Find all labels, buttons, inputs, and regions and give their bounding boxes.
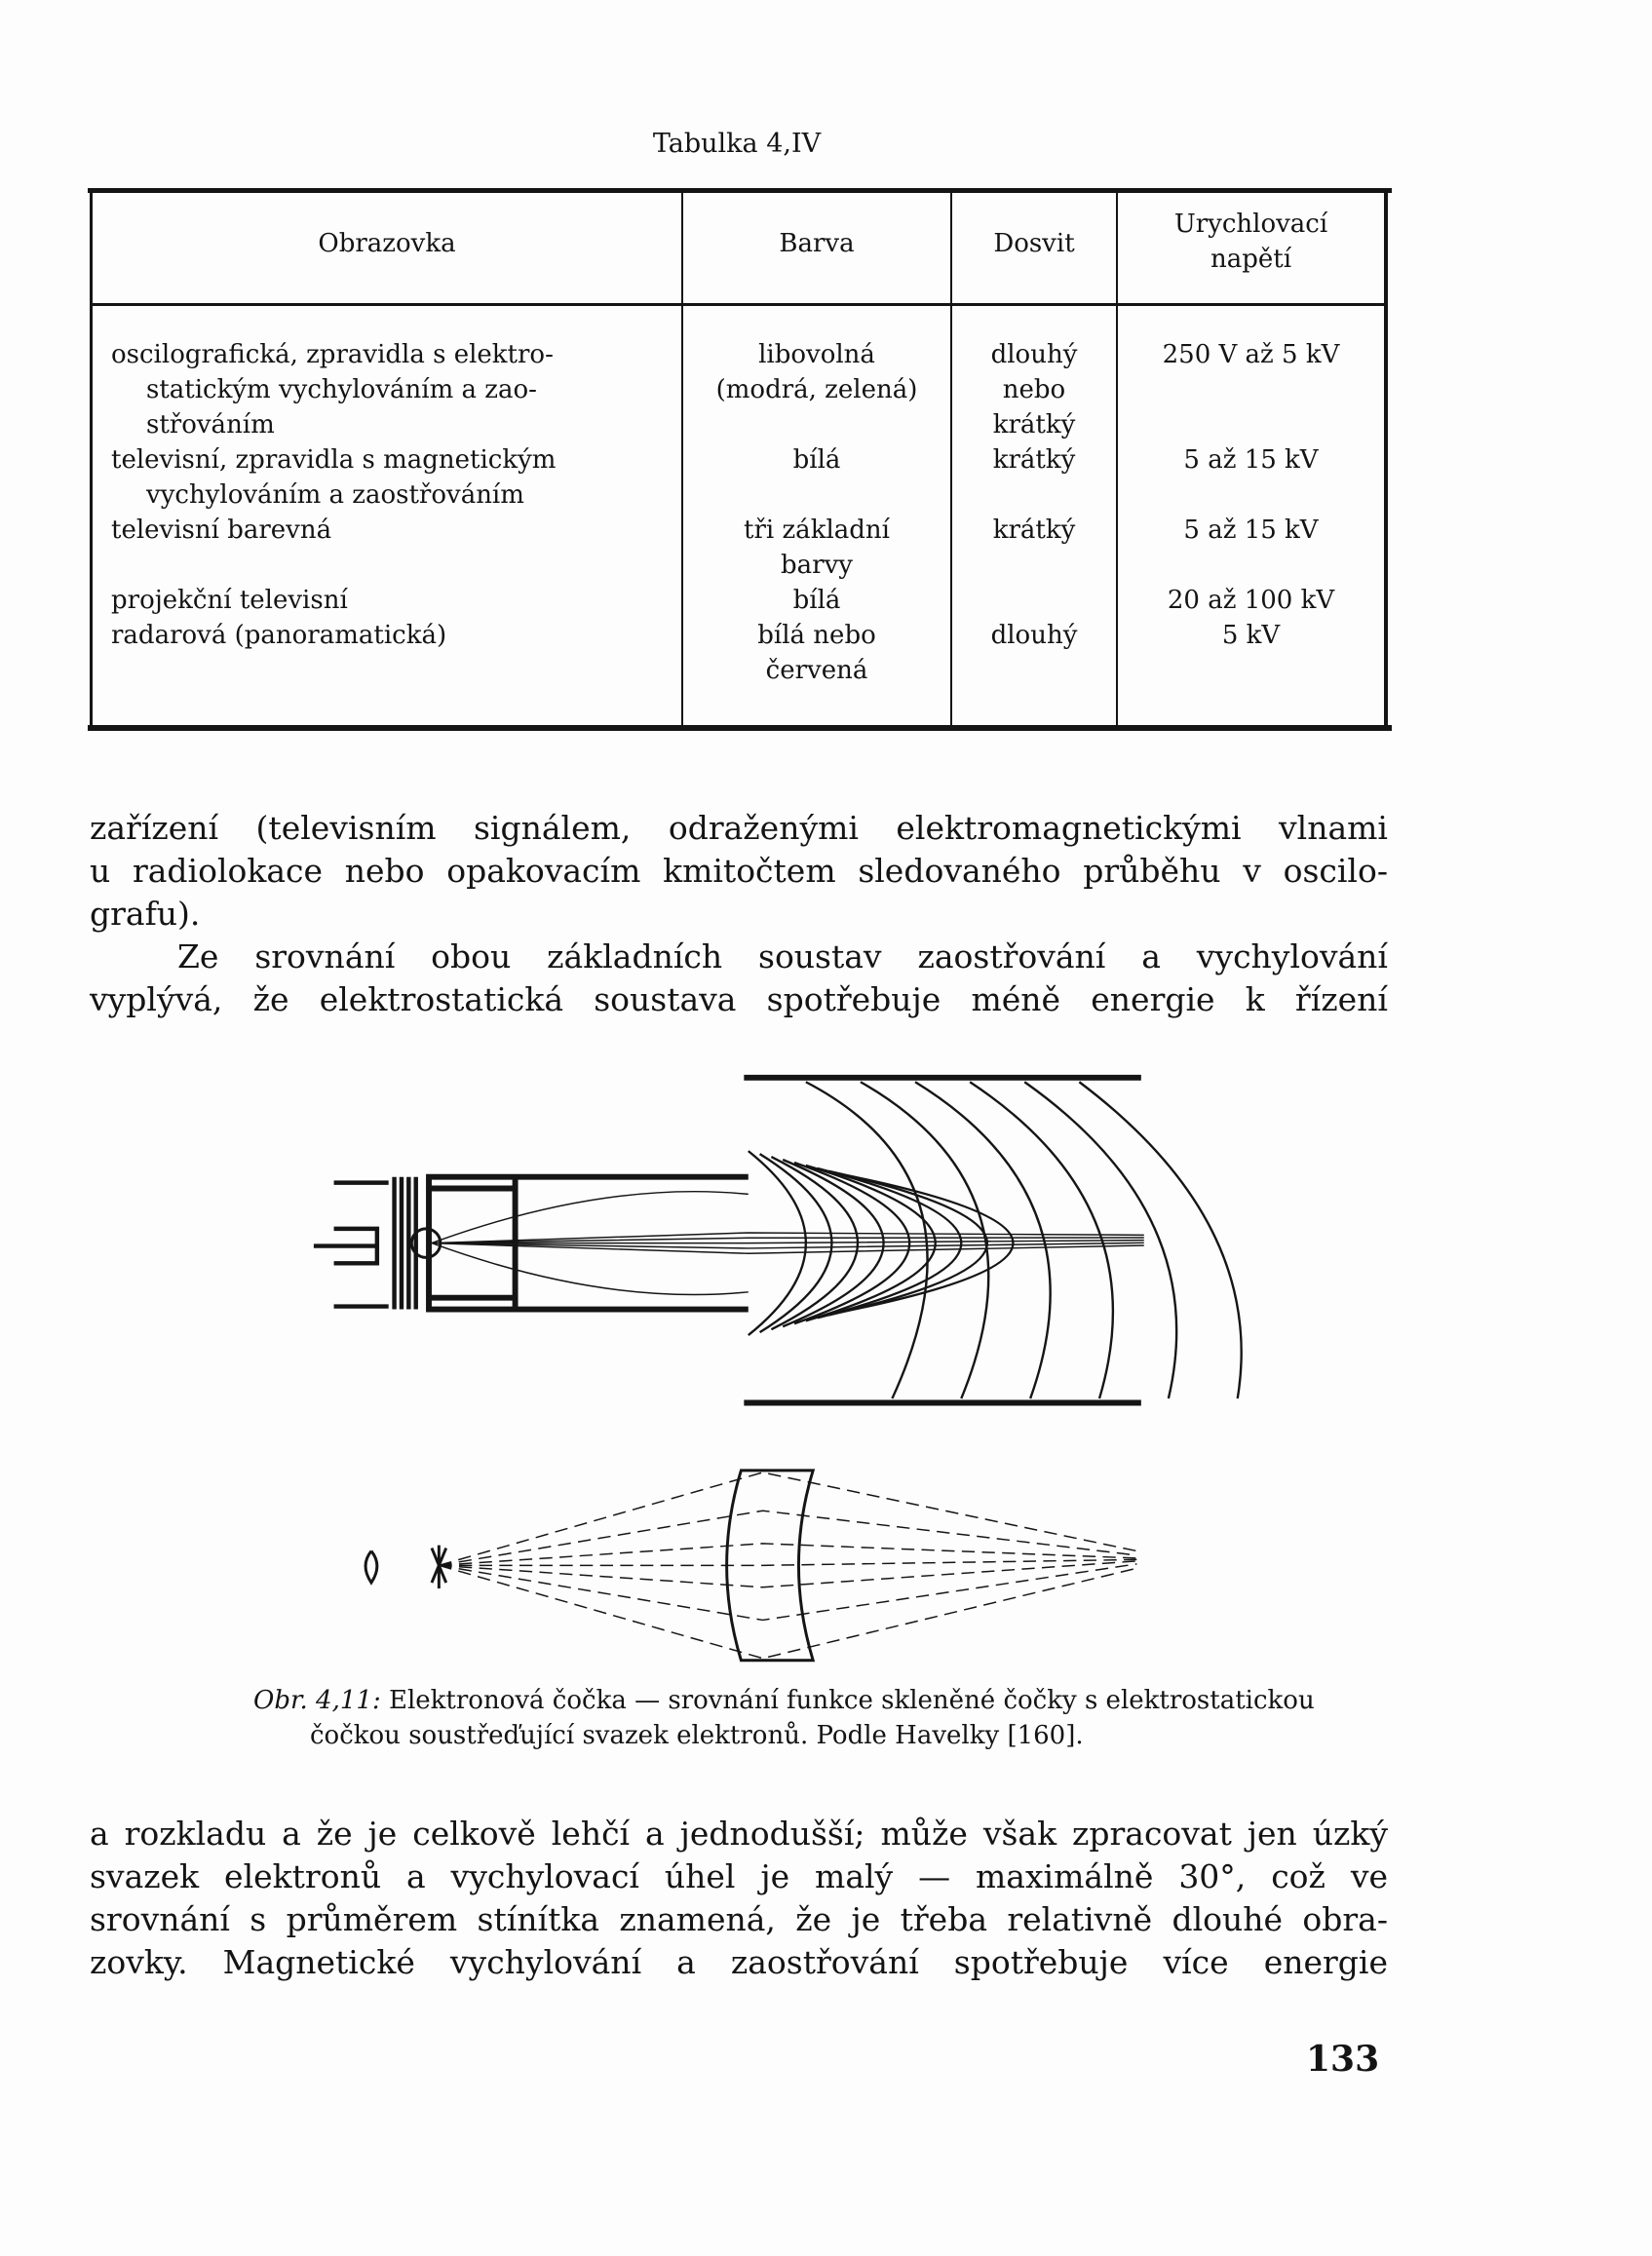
- paragraph-line: vyplývá, že elektrostatická soustava spotřebuje méně energie k řízení: [90, 980, 1388, 1018]
- page-number: 133: [1306, 2039, 1380, 2080]
- cell-text: projekční televisní: [111, 586, 348, 615]
- cell-text: radarová (panoramatická): [111, 621, 447, 650]
- cell-text: televisní barevná: [111, 516, 332, 545]
- cell-text: bílá: [792, 445, 841, 475]
- ray: [439, 1565, 1136, 1658]
- ray: [439, 1510, 1136, 1565]
- light-rays: [439, 1472, 1136, 1659]
- ray: [439, 1559, 1136, 1565]
- cathode: [314, 1229, 377, 1263]
- electrostatic-lens-diagram: [314, 1078, 1242, 1403]
- cell-text: nebo: [1002, 375, 1066, 404]
- cell-text: oscilografická, zpravidla s elektro-: [111, 340, 554, 369]
- cell-text: 20 až 100 kV: [1167, 586, 1335, 615]
- figure-caption-line1: [253, 1683, 1315, 1718]
- cell-text: dlouhý: [990, 621, 1078, 650]
- cell-text: bílá: [792, 586, 841, 615]
- figure-label: Obr. 4,11:: [253, 1686, 381, 1715]
- figure-caption-text: Elektronová čočka — srovnání funkce skleněné čočky s elektrostatickou: [388, 1686, 1315, 1715]
- paragraph-line: a rozkladu a že je celkově lehčí a jednodušší; může však zpracovat jen úzký: [90, 1815, 1388, 1853]
- table-header-napeti-line1: Urychlovací: [1173, 210, 1328, 239]
- paragraph-line: zovky. Magnetické vychylování a zaostřování spotřebuje více energie: [90, 1943, 1388, 1981]
- field-line: [861, 1082, 988, 1398]
- source-aperture: [365, 1546, 446, 1588]
- paragraph-line: u radiolokace nebo opakovacím kmitočtem sledovaného průběhu v oscilo-: [90, 852, 1388, 890]
- cell-text: střováním: [146, 410, 275, 440]
- cell-text: libovolná: [758, 340, 875, 369]
- cell-text: krátký: [992, 410, 1076, 440]
- cell-text: bílá nebo: [757, 621, 876, 650]
- cell-text: dlouhý: [990, 340, 1078, 369]
- paragraph-line: grafu).: [90, 895, 201, 933]
- paragraph-line: svazek elektronů a vychylovací úhel je malý — maximálně 30°, což ve: [90, 1857, 1388, 1895]
- cell-text: krátký: [992, 445, 1076, 475]
- cell-text: 5 až 15 kV: [1183, 445, 1319, 475]
- table-header-obrazovka: Obrazovka: [318, 229, 456, 258]
- cell-text: (modrá, zelená): [715, 375, 918, 404]
- equipotential-lines: [749, 1082, 1242, 1398]
- glass-lens-diagram: [365, 1471, 1136, 1661]
- table-header-barva: Barva: [779, 229, 855, 258]
- paragraph-line: srovnání s průměrem stínítka znamená, že je třeba relativně dlouhé obra-: [90, 1900, 1388, 1938]
- figure-caption-line2: čočkou soustřeďující svazek elektronů. Podle Havelky [160].: [310, 1721, 1084, 1750]
- paragraph-line: Ze srovnání obou základních soustav zaostřování a vychylování: [177, 937, 1388, 975]
- cell-text: 5 až 15 kV: [1183, 516, 1319, 545]
- table-title: Tabulka 4,IV: [652, 129, 822, 159]
- cell-text: vychylováním a zaostřováním: [146, 480, 524, 510]
- electron-beam: [432, 1192, 1144, 1295]
- paragraph-line: zařízení (televisním signálem, odraženými elektromagnetickými vlnami: [90, 809, 1388, 847]
- ray: [439, 1544, 1136, 1565]
- table-header-dosvit: Dosvit: [993, 229, 1075, 258]
- table-header-napeti-line2: napětí: [1210, 245, 1292, 274]
- cell-text: televisní, zpravidla s magnetickým: [111, 445, 557, 475]
- cell-text: 250 V až 5 kV: [1162, 340, 1340, 369]
- cell-text: červená: [765, 656, 868, 685]
- cell-text: barvy: [781, 551, 853, 580]
- cell-text: statickým vychylováním a zao-: [146, 375, 537, 404]
- cell-text: 5 kV: [1221, 621, 1281, 650]
- cell-text: krátký: [992, 516, 1076, 545]
- ray: [439, 1472, 1136, 1565]
- equipotential-line: [828, 1171, 986, 1316]
- cell-text: tři základní: [744, 516, 890, 545]
